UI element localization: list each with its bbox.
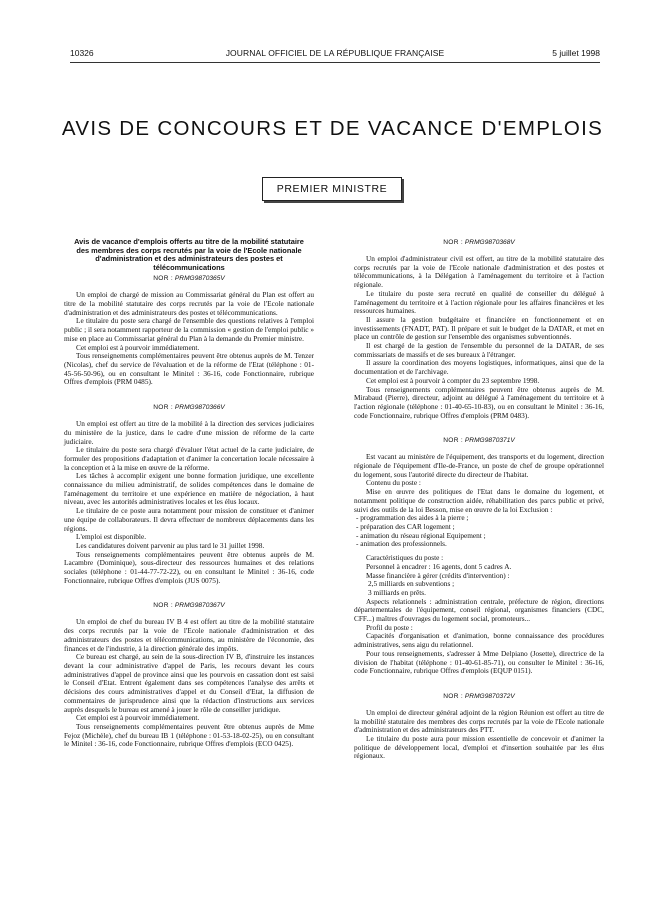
bullet-item: - animation des professionnels. — [356, 539, 447, 549]
nor-reference — [354, 238, 604, 247]
nor-label: NOR : — [443, 239, 464, 246]
paragraph: Le titulaire de ce poste aura notamment pour mission de constituer et d'animer une équipe de collaborateurs. Il devra effectuer de nombreux déplacements dans les régions. — [64, 506, 314, 533]
issue-date: 5 juillet 1998 — [552, 48, 600, 58]
budget-line: 2,5 milliards en subventions ; — [368, 579, 455, 589]
paragraph: Un emploi de chargé de mission au Commissariat général du Plan est offert au titre de la mobilité statutaire des corps recrutés par la voie de l'Ecole nationale d'administration et des administrateurs des postes et télécommunications. — [64, 290, 314, 317]
nor-reference — [354, 436, 604, 445]
header-rule — [70, 62, 600, 63]
paragraph: Profil du poste : — [366, 622, 413, 632]
paragraph: Les tâches à accomplir exigent une bonne formation juridique, une excellente connaissance du milieu administratif, de solides compétences dans le domaine de l'aménagement du territoire et une expérience en matière de négociation, à haut niveau, avec les autorités administratives locales et les élus locaux. — [64, 471, 314, 507]
nor-label: NOR : — [443, 692, 464, 700]
paragraph: Il assure la coordination des moyens logistiques, informatiques, ainsi que de la documentation et de l'archivage. — [354, 358, 604, 377]
nor-code: PRMG9870366V — [174, 404, 225, 412]
paragraph: Un emploi de chef du bureau IV B 4 est offert au titre de la mobilité statutaire des corps recrutés par la voie de l'Ecole nationale d'administration et des administrateurs des postes et télécommunications, au ministère de l'économie, des finances et de l'industrie, à la direction générale des impôts. — [64, 617, 314, 653]
paragraph: Tous renseignements complémentaires peuvent être obtenus auprès de M. Mirabaud (Pierre), directeur, adjoint au délégué à l'aménagement du territoire et à l'action régionale (téléphone : 01-40-65-10-83), ou en consultant le Minitel : 36-16, code Fonctionnaire, rubrique Offres d'emplois (PRM 0483). — [354, 384, 604, 420]
paragraph: Il assure la gestion budgétaire et financière en fonctionnement et en investissements (FNADT, PAT). Il prépare et suit le budget de la DATAR, et met en place un contrôle de gestion sur l'ensemble des organismes subventionnés. — [354, 314, 604, 342]
budget-line: 3 milliards en prêts. — [368, 587, 426, 597]
paragraph: Personnel à encadrer : 16 agents, dont 5 cadres A. — [366, 561, 512, 571]
nor-reference — [354, 692, 604, 701]
paragraph: Contenu du poste : — [366, 478, 421, 488]
paragraph: Cet emploi est à pourvoir immédiatement. — [76, 342, 200, 352]
nor-label: NOR : — [153, 275, 174, 283]
page-number: 10326 — [70, 48, 94, 58]
paragraph: Les candidatures doivent parvenir au plus tard le 31 juillet 1998. — [76, 540, 265, 550]
paragraph: Masse financière à gérer (crédits d'intervention) : — [366, 570, 510, 580]
paragraph: Cet emploi est à pourvoir immédiatement. — [76, 713, 200, 723]
nor-code: PRMG9870368V — [464, 239, 515, 246]
nor-label: NOR : — [443, 437, 464, 445]
left-column — [64, 238, 314, 749]
paragraph: Aspects relationnels : administration centrale, préfecture de région, directions départementales de l'équipement, conseil régional, organismes financiers (CDC, CFF...) maîtres d'ouvrages du logement social, promoteurs... — [354, 596, 604, 624]
paragraph: Le titulaire du poste sera chargé d'évaluer l'état actuel de la carte judiciaire, de formuler des propositions d'adaptation et d'animer la concertation locale nécessaire à la conception et à la mise en œuvre de la réforme. — [64, 445, 314, 472]
paragraph: Tous renseignements complémentaires peuvent être obtenus auprès de M. Lacambre (Dominique), sous-directeur des ressources humaines et des relations sociales (téléphone : 01-44-77-72-22), ou en consultant le Minitel : 36-16, code Fonctionnaire, rubrique Offres d'emplois (JUS 0075). — [64, 549, 314, 585]
article-title: Avis de vacance d'emplois offerts au titre de la mobilité statutaire des membres des corps recrutés par la voie de l'Ecole nationale d'administration et des administrateurs des postes et télécommunications — [74, 237, 304, 272]
paragraph: Le titulaire du poste sera recruté en qualité de conseiller du délégué à l'aménagement du territoire et à l'action régionale pour les affaires financières et les ressources humaines. — [354, 288, 604, 316]
nor-reference — [64, 274, 314, 283]
paragraph: Ce bureau est chargé, au sein de la sous-direction IV B, d'instruire les instances devant la cour administrative d'appel de Paris, les recours devant les cours administratives d'appel de province ainsi que les pourvois en cassation dont est saisi le Conseil d'Etat. Entrent également dans ses compétences l'analyse des arrêts et décisions des cours administratives d'appel et du Conseil d'Etat, la diffusion de commentaires de jurisprudence ainsi que la rédaction d'instructions aux services auprès desquels le bureau est amené à jouer le rôle de conseiller juridique. — [64, 652, 314, 714]
paragraph: Il est chargé de la gestion de l'ensemble du personnel de la DATAR, de ses commissariats de massifs et de ses bureaux à l'étranger. — [354, 341, 604, 359]
nor-code: PRMG9870367V — [174, 602, 225, 610]
bullet-item: - programmation des aides à la pierre ; — [356, 513, 469, 523]
nor-code: PRMG9870371V — [464, 437, 515, 445]
paragraph: L'emploi est disponible. — [76, 532, 147, 542]
journal-title: JOURNAL OFFICIEL DE LA RÉPUBLIQUE FRANÇAISE — [225, 48, 445, 58]
nor-label: NOR : — [153, 404, 174, 412]
paragraph: Capacités d'organisation et d'animation, bonne connaissance des procédures administratives, sens aigu du relationnel. — [354, 631, 604, 650]
section-heading-label: PREMIER MINISTRE — [276, 183, 388, 195]
paragraph: Cet emploi est à pourvoir à compter du 23 septembre 1998. — [366, 375, 540, 385]
paragraph: Le titulaire du poste aura pour mission essentielle de concevoir et d'animer la politique de développement local, d'emploi et d'insertion souhaitée par les élus régionaux. — [354, 734, 604, 761]
bullet-item: - préparation des CAR logement ; — [356, 521, 455, 531]
paragraph: Un emploi de directeur général adjoint de la région Réunion est offert au titre de la mobilité statutaire des membres des corps recrutés par la voie de l'Ecole nationale d'administration et des administrateurs des PTT. — [354, 707, 604, 735]
main-title: AVIS DE CONCOURS ET DE VACANCE D'EMPLOIS — [61, 117, 604, 140]
paragraph: Tous renseignements complémentaires peuvent être obtenus auprès de Mme Fejoz (Michèle), chef du bureau IB 1 (téléphone : 01-53-18-02-25), ou en consultant le Minitel : 36-16, code Fonctionnaire, rubrique Offres d'emplois (ECO 0425). — [64, 721, 314, 749]
nor-code: PRMG9870372V — [464, 692, 515, 700]
nor-code: PRMG9870365V — [174, 275, 225, 283]
bullet-item: - animation du réseau régional Equipement ; — [356, 530, 486, 540]
running-header — [70, 48, 600, 60]
section-heading — [262, 177, 402, 201]
paragraph: Le titulaire du poste sera chargé de l'ensemble des questions relatives à l'emploi public ; il sera notamment rapporteur de la commission « gestion de l'emploi public » mise en place au Commissariat général du Plan à la demande du Premier ministre. — [64, 316, 314, 343]
paragraph: Un emploi est offert au titre de la mobilité à la direction des services judiciaires du ministère de la justice, dans le cadre d'une mission de réforme de la carte judiciaire. — [64, 419, 314, 446]
paragraph: Caractéristiques du poste : — [366, 553, 444, 563]
right-column — [354, 238, 604, 761]
paragraph: Mise en œuvre des politiques de l'Etat dans le domaine du logement, et notamment politique de construction aidée, réhabilitation des parcs public et privé, suivi des outils de la loi Besson, mise en œuvre de la loi Exclusion : — [354, 487, 604, 514]
paragraph: Pour tous renseignements, s'adresser à Mme Delpiano (Josette), directrice de la division de l'habitat (téléphone : 01-40-61-85-71), ou consulter le Minitel : 36-16, code Fonctionnaire, rubrique Offres d'emplois (EQUP 0151). — [354, 648, 604, 676]
paragraph: Un emploi d'administrateur civil est offert, au titre de la mobilité statutaire des corps recrutés par la voie de l'Ecole nationale d'administration et des postes et télécommunications, à la Délégation à l'aménagement du territoire et à l'action régionale. — [354, 254, 604, 290]
paragraph: Tous renseignements complémentaires peuvent être obtenus auprès de M. Tenzer (Nicolas), chef du service de l'évaluation et de la réforme de l'Etat (téléphone : 01-45-56-50-96), ou en consultant le Minitel : 36-16, code Fonctionnaire, rubrique Offres d'emplois (PRM 0485). — [64, 351, 314, 387]
nor-label: NOR : — [153, 602, 174, 610]
nor-reference — [64, 601, 314, 610]
nor-reference — [64, 403, 314, 412]
paragraph: Est vacant au ministère de l'équipement, des transports et du logement, direction régionale de l'équipement d'Ile-de-France, un poste de chef de groupe opérationnel du logement, sous l'autorité directe du directeur de l'habitat. — [354, 452, 604, 479]
